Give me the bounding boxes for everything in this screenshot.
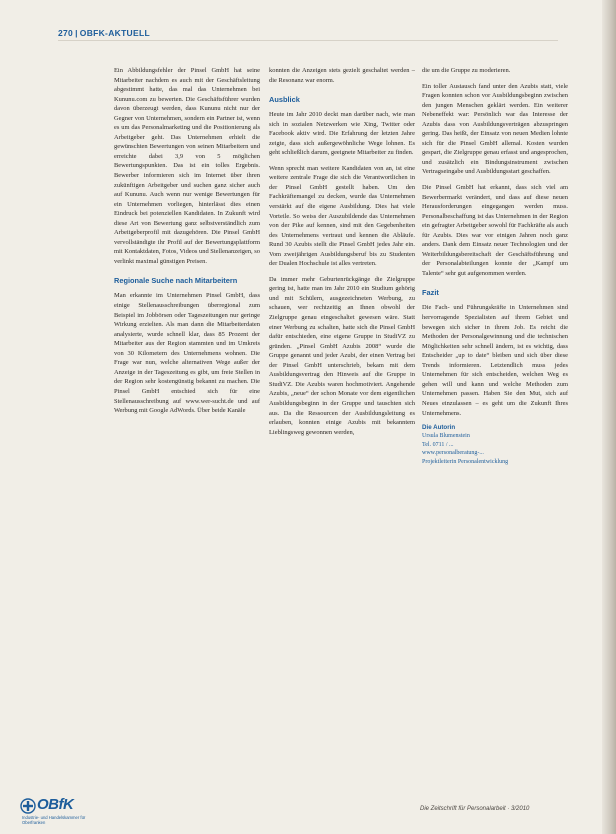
paragraph: Da immer mehr Geburtenrückgänge die Zielgruppe gering ist, hatte man im Jahr 2010 ein Studium gehörig und mit Schülern, ausgezeichneten Werbung, zu schauen, wer rechtzeitig an Ihnen obwohl der Zielgruppe genau eingeschaltet gewesen wäre. Statt einer Werbung zu schalten, hatte sich die Pinsel GmbH dafür entschieden, eine eigene Gruppe in StudiVZ zu gründen. „Pinsel GmbH Azubis 2008“ wurde die Gruppe genannt und jeder Azubi, der einen Vertrag bei der Pinsel GmbH unterschrieb, bekam mit dem Ausbildungsvertrag den Hinweis auf die Gruppe in StudiVZ. Die Azubis waren hochmotiviert. Angehende Azubis, „neue“ der schon Monate vor dem eigentlichen Ausbildungsbeginn in der Gruppe und tauschten sich aus. Da die Ressourcen der Ausbildungsleitung es erlauben, konnten einige Azubis mit bekanntem Lieblingsweg gewonnen werden, <box>269 275 415 436</box>
page-number: 270 <box>58 28 74 38</box>
paragraph: Die Pinsel GmbH hat erkannt, dass sich viel am Bewerbermarkt verändert, und dass auf diese neuen Herausforderungen eingegangen werden muss. Personalbeschaffung ist das Unternehmen in der Region ein gefragter Arbeitgeber sowohl für Fachkräfte als auch für Azubis. Dies war vor einigen Jahren noch ganz anders. Dank dem Einsatz neuer Technologien und der Weiterbildungsbereitschaft der Geschäftsführung und der Personalabteilungen konnte der „Kampf um Talente“ sehr gut aufgenommen werden. <box>422 184 568 277</box>
section-heading-regional: Regionale Suche nach Mitarbeitern <box>114 276 238 286</box>
paragraph: Heute im Jahr 2010 deckt man darüber nach, wie man sich in sozialen Netzwerken wie Xing, Twitter oder Facebook aktiv wird. Die Erfahrung der letzten Jahre zeigte, dass sich außergewöhnliche Wege lohnen. Es geht schließlich darum, geeignete Mitarbeiter zu finden. <box>269 111 415 157</box>
paragraph: Ein Abbildungsfehler der Pinsel GmbH hat seine Mitarbeiter nachdem es auch mit der Geschäftsleitung abgestimmt hatte, das mal das Unternehmen bei Kununu.com zu bewerten. Die Geschäftsführer wurden davon überzeugt werden, dass Kununu nicht nur der Gegner von Unternehmen, sondern ein Partner ist, wenn es um das Personalmarketing und die Positionierung als Arbeitgeber geht. Das Unternehmen erhielt die gewünschten Bewertungen von seinen Mitarbeitern und erreichte dabei 3,9 von 5 möglichen Bewertungspunkten. Das ist ein tolles Ergebnis. Bewerber informieren sich im Internet über ihren zukünftigen Arbeitgeber und suchen ganz sicher auch auf Kununu. Auch wenn nur wenige Bewertungen für ein Unternehmen vorliegen, hinterlässt dies einen Eindruck bei potenziellen Kandidaten. In Zukunft wird diese Art von Bewertung ganz selbstverständlich zum Arbeitgeberprofil mit dazugehören. Die Pinsel GmbH vervollständigte ihr Profil auf der Bewertungsplattform mit Kontaktdaten, Fotos, Videos und Stellenanzeigen, so verlinkt maximal günstigen Preisen. <box>114 67 260 265</box>
page-spine <box>602 0 616 834</box>
logo-name: OBfK <box>37 796 74 813</box>
paragraph: konnten die Anzeigen stets gezielt geschaltet werden – die Resonanz war enorm. <box>269 67 415 84</box>
author-link[interactable]: www.personalberatung-... <box>422 450 484 457</box>
column-3 <box>422 66 568 466</box>
section-heading-ausblick: Ausblick <box>269 95 300 105</box>
paragraph: die um die Gruppe zu moderieren. <box>422 67 511 74</box>
paragraph: Die Fach- und Führungskräfte in Unternehmen sind hervorragende Spezialisten auf ihrem Gebiet und bewegen sich sicher in ihrem Job. Es reicht die Methoden der Personalgewinnung und die technischen Möglichkeiten sehr schnell ändern, ist es wichtig, dass Entscheider „up to date“ bleiben und sich über diese Trends informieren. Letztendlich muss jedes Unternehmen für sich entscheiden, welchen Weg es gehen will und kann und welche Methoden zum Unternehmen passen. Haben Sie den Mut, sich auf Neues einzulassen – es geht um die Zukunft Ihres Unternehmens. <box>422 304 568 417</box>
author-line: Tel. 0711 / ... <box>422 441 454 448</box>
section-heading-fazit: Fazit <box>422 288 439 298</box>
paragraph: Wenn sprecht man weitere Kandidaten von an, ist eine weitere zentrale Frage die sich die Verantwortlichen in der Pinsel GmbH gestellt haben. Um den Fachkräftemangel zu decken, wurde das Unternehmen verstärkt auf die eigene Ausbildung. Dies hat viele Vorteile. So weiss der Auszubildende das Unternehmen von der Pike auf kennen, sind mit den Gegebenheiten des Unternehmens vertraut und kennen die Abläufe. Rund 30 Azubis stellt die Pinsel GmbH jedes Jahr ein. Vom zweijährigen Ausbildungsberuf bis zu Studenten der Dualen Hochschule ist alles vertreten. <box>269 164 415 268</box>
page-header: 270 | OBFK-AKTUELL <box>58 28 150 38</box>
column-2 <box>269 66 415 443</box>
header-divider <box>58 40 558 41</box>
section-title: OBFK-AKTUELL <box>79 28 150 38</box>
cross-logo-icon <box>20 798 36 814</box>
paragraph: Man erkannte im Unternehmen Pinsel GmbH, dass einige Stellenausschreibungen überregional zum Beispiel im Jobbörsen oder Tageszeitungen nur geringe Wirkung erzielten. Als man dann die Mitarbeiterdaten analysierte, wurde schnell klar, dass 85 Prozent der Mitarbeiter aus der Region stammten und im Umkreis von 30 Kilometern des Unternehmens wohnen. Die Frage war nun, welche alternativen Wege außer der Anzeige in der Tageszeitung es gibt, um freie Stellen in der Region sehr kostengünstig bekannt zu machen. Die Pinsel GmbH entschied sich für eine Stellenausschreibung auf www.wer-sucht.de und auf Werbung mit Google AdWords. Über beide Kanäle <box>114 292 260 415</box>
paragraph: Ein toller Austausch fand unter den Azubis statt, viele Fragen konnten schon vor Ausbildungsbeginn zwischen den jungen Menschen geklärt werden. Ein weiterer Nebeneffekt war: Persönlich war das Interesse der Azubis dass von Ausbildungsverträgen abzuspringen gering. Das heißt, der Einsatz von neuen Medien lohnte sich für die Pinsel GmbH allemal. Kosten wurden gespart, die Zielgruppe genau erfasst und angesprochen, und zusätzlich ein Bindungsinstrument zwischen Vertragseingabe und Ausbildungsstart geschaffen. <box>422 82 568 176</box>
column-1 <box>114 66 260 422</box>
footer-publication: Die Zeitschrift für Personalarbeit · 3/2010 <box>420 806 530 812</box>
publisher-logo <box>20 796 100 826</box>
author-line: Ursula Blumenstein <box>422 433 470 440</box>
logo-subtitle: Industrie- und Handelskammer für Oberfranken <box>22 815 86 825</box>
author-line: Projektleiterin Personalentwicklung <box>422 458 509 465</box>
author-box <box>422 424 568 466</box>
author-label: Die Autorin <box>422 424 456 432</box>
